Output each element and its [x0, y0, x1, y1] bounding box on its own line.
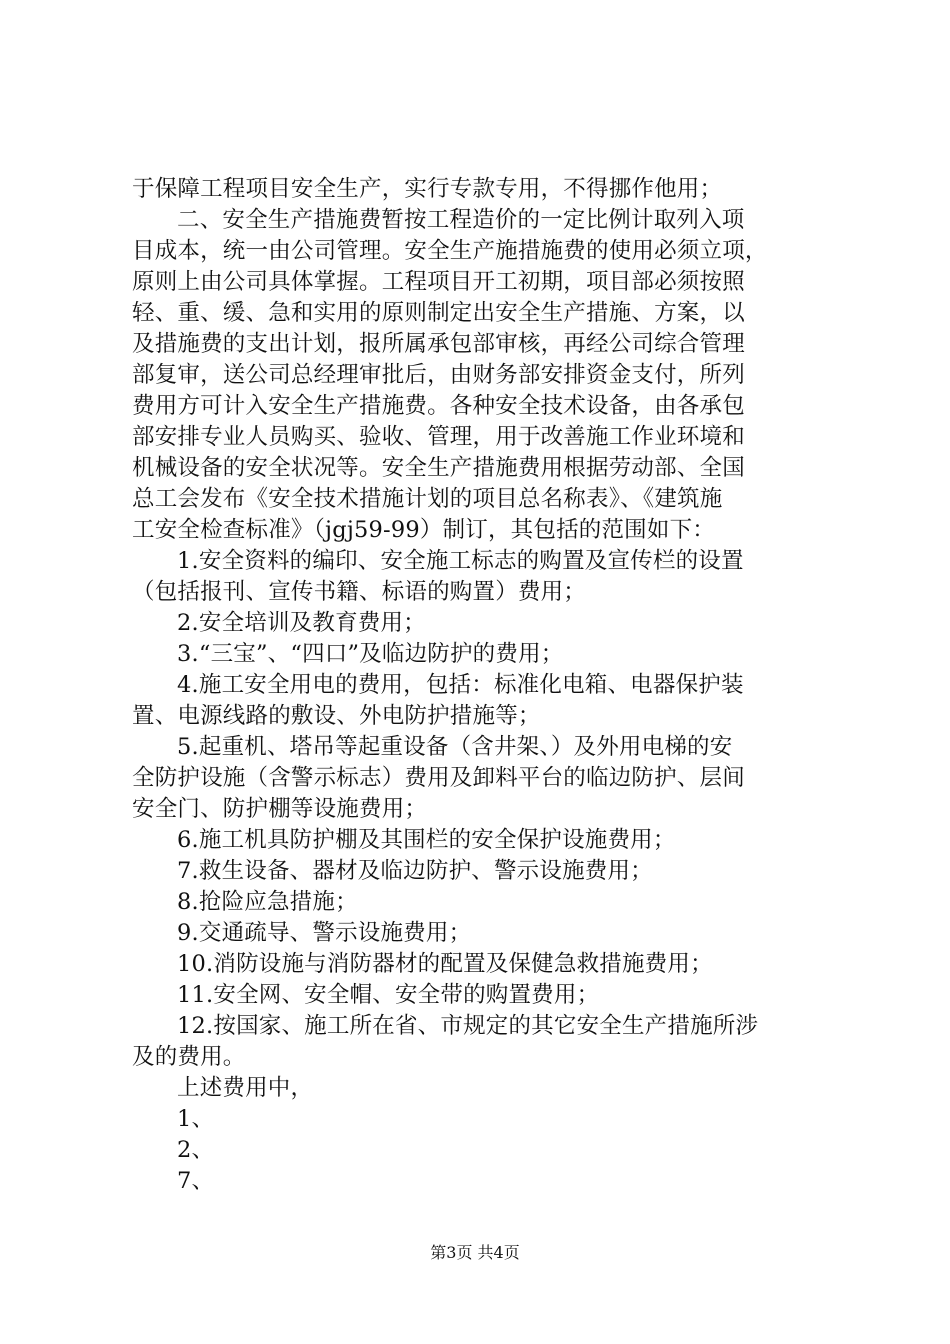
- list-item: 3.“三宝”、“四口”及临边防护的费用；: [177, 641, 564, 667]
- document-body: [132, 174, 832, 1197]
- text-line: 总工会发布《安全技术措施计划的项目总名称表》、《建筑施: [132, 486, 723, 512]
- list-item: 11.安全网、安全帽、安全带的购置费用；: [177, 982, 600, 1008]
- page-number-footer: 第3页 共4页: [430, 1243, 520, 1262]
- text-line: 部复审，送公司总经理审批后，由财务部安排资金支付，所列: [132, 362, 745, 388]
- list-item: 7、: [177, 1168, 215, 1194]
- text-line: 工安全检查标准》（jgj59-99）制订，其包括的范围如下：: [132, 517, 715, 543]
- text-line: 目成本，统一由公司管理。安全生产施措施费的使用必须立项，: [132, 238, 768, 264]
- text-line: 于保障工程项目安全生产，实行专款专用，不得挪作他用；: [132, 176, 723, 202]
- text-line: 安全门、防护棚等设施费用；: [132, 796, 428, 822]
- list-item: 7.救生设备、器材及临边防护、警示设施费用；: [177, 858, 653, 884]
- text-line: 及措施费的支出计划，报所属承包部审核，再经公司综合管理: [132, 331, 745, 357]
- list-item: 9.交通疏导、警示设施费用；: [177, 920, 472, 946]
- text-line: 二、安全生产措施费暂按工程造价的一定比例计取列入项: [177, 207, 745, 233]
- text-line: 部安排专业人员购买、验收、管理，用于改善施工作业环境和: [132, 424, 745, 450]
- text-line: 原则上由公司具体掌握。工程项目开工初期，项目部必须按照: [132, 269, 745, 295]
- text-line: 上述费用中，: [177, 1075, 314, 1101]
- list-item: 12.按国家、施工所在省、市规定的其它安全生产措施所涉: [177, 1013, 759, 1039]
- list-item: 8.抢险应急措施；: [177, 889, 358, 915]
- list-item: 2.安全培训及教育费用；: [177, 610, 426, 636]
- text-line: （包括报刊、宣传书籍、标语的购置）费用；: [132, 579, 587, 605]
- list-item: 10.消防设施与消防器材的配置及保健急救措施费用；: [177, 951, 713, 977]
- text-line: 及的费用。: [132, 1044, 246, 1070]
- list-item: 2、: [177, 1137, 215, 1163]
- list-item: 5.起重机、塔吊等起重设备（含井架、）及外用电梯的安: [177, 734, 733, 760]
- text-line: 费用方可计入安全生产措施费。各种安全技术设备，由各承包: [132, 393, 745, 419]
- list-item: 4.施工安全用电的费用，包括：标准化电箱、电器保护装: [177, 672, 744, 698]
- text-line: 机械设备的安全状况等。安全生产措施费用根据劳动部、全国: [132, 455, 745, 481]
- text-line: 轻、重、缓、急和实用的原则制定出安全生产措施、方案，以: [132, 300, 745, 326]
- text-line: 置、电源线路的敷设、外电防护措施等；: [132, 703, 541, 729]
- text-line: 全防护设施（含警示标志）费用及卸料平台的临边防护、层间: [132, 765, 745, 791]
- list-item: 6.施工机具防护棚及其围栏的安全保护设施费用；: [177, 827, 676, 853]
- list-item: 1.安全资料的编印、安全施工标志的购置及宣传栏的设置: [177, 548, 744, 574]
- list-item: 1、: [177, 1106, 215, 1132]
